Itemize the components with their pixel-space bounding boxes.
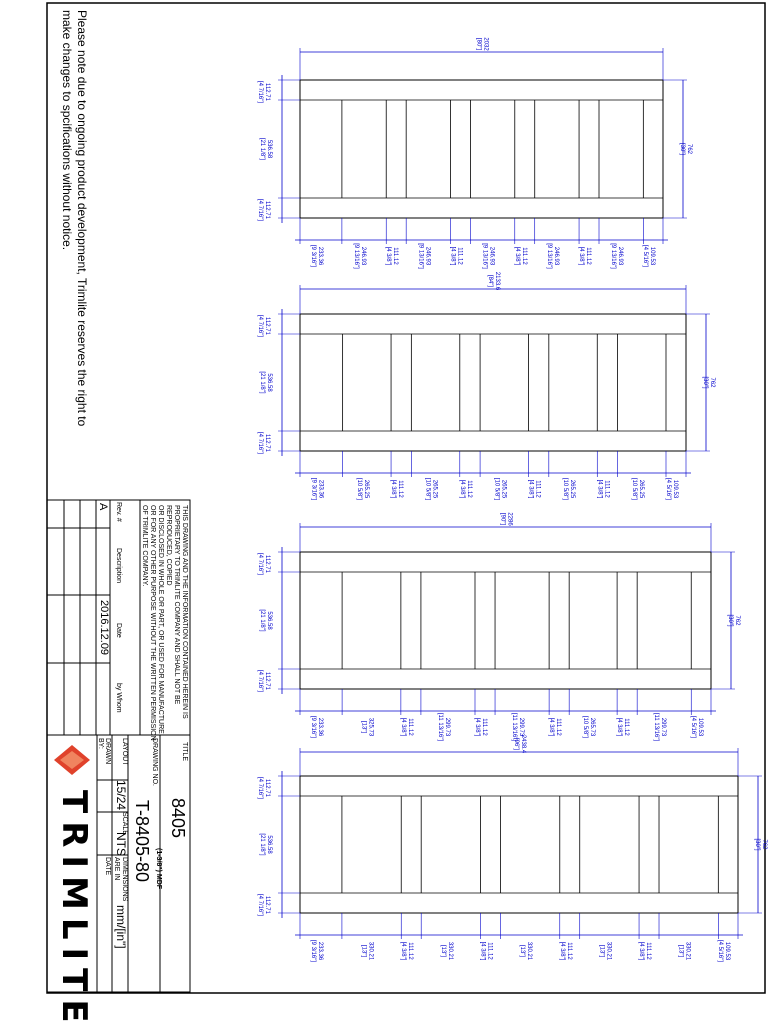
segment-label: 111.12[4 3/8"]	[474, 717, 488, 737]
height-dimension-label: 2133.6[84"]	[487, 271, 500, 291]
segment-label: 111.12[4 3/8"]	[479, 941, 493, 961]
segment-label: 299.73[11 13/16"]	[511, 712, 525, 742]
segment-label: 330.21[13"]	[677, 941, 691, 961]
notice-line: PROPRIETARY TO TRIMLITE COMPANY AND SHALL NOT BE	[173, 505, 180, 705]
bottom-rail-label: 112.71[4 7/16"]	[257, 198, 270, 222]
segment-label: 111.12[4 3/8"]	[449, 246, 463, 266]
height-dimension-label: 2438.4[96"]	[513, 734, 526, 754]
segment-label: 265.25[10 5/8"]	[424, 477, 438, 501]
material-label: (1-3/8") MDF	[155, 848, 162, 890]
segment-label: 233.36[9 3/16"]	[310, 477, 324, 501]
segment-label: 109.53[4 5/16"]	[642, 244, 656, 268]
segment-label: 246.93[9 13/16"]	[417, 243, 431, 269]
brand-name: TRIMLITE	[54, 790, 94, 1031]
width-dimension-label: 762[30"]	[702, 376, 715, 389]
segment-label: 325.73[13"]	[360, 717, 374, 737]
height-dimension-label: 2032[80"]	[475, 37, 489, 51]
segment-label: 111.12[4 3/8"]	[399, 717, 413, 737]
segment-label: 330.21[13"]	[439, 941, 453, 961]
height-dimension-label: 2286[90"]	[499, 512, 513, 526]
segment-label: 109.53[4 5/16"]	[664, 477, 678, 501]
description-header: Description	[115, 548, 122, 584]
segment-label: 111.12[4 3/8"]	[385, 246, 399, 266]
scale-label: SCALE	[121, 812, 128, 835]
panel-label: 536.58[21 1/8"]	[259, 609, 272, 632]
drawing-no-label: DRAWING NO.	[151, 738, 158, 786]
segment-label: 111.12[4 3/8"]	[548, 717, 562, 737]
segment-label: 265.25[10 5/8"]	[493, 477, 507, 501]
panel-label: 536.58[21 1/8"]	[259, 833, 272, 856]
segment-label: 109.53[4 5/16"]	[690, 715, 704, 739]
segment-label: 265.25[10 5/8"]	[355, 477, 369, 501]
width-dimension-label: 762[30"]	[679, 142, 692, 156]
segment-label: 111.12[4 3/8"]	[616, 717, 630, 737]
layout-label: LAYOUT	[121, 738, 128, 766]
bottom-rail-label: 112.71[4 7/16"]	[257, 893, 270, 917]
width-dimension-label: 762[30"]	[727, 614, 740, 627]
notice-line: THIS DRAWING AND THE INFORMATION CONTAINED HEREIN IS	[181, 505, 188, 719]
by-whom-header: by Whom	[115, 683, 122, 713]
segment-label: 265.25[10 5/8"]	[562, 477, 576, 501]
segment-label: 111.12[4 3/8"]	[638, 941, 652, 961]
date-label: DATE	[104, 857, 111, 876]
segment-label: 265.73[10 5/8"]	[582, 715, 596, 739]
notice-line: REPRODUCED, COPIED	[165, 505, 172, 586]
segment-label: 111.12[4 3/8"]	[596, 479, 610, 499]
top-rail-label: 112.71[4 7/16"]	[257, 80, 270, 104]
segment-label: 233.36[9 3/16"]	[309, 939, 323, 963]
title-label: TITLE	[181, 742, 188, 762]
segment-label: 265.25[10 5/8"]	[630, 477, 644, 501]
scale-value: NTS	[114, 832, 128, 856]
segment-label: 111.12[4 3/8"]	[458, 479, 472, 499]
segment-label: 246.93[9 13/16"]	[545, 243, 559, 269]
notice-line: OR FOR ANY OTHER PURPOSE WITHOUT THE WRITTEN PERMISSION	[149, 505, 156, 741]
bottom-rail-label: 112.71[4 7/16"]	[257, 669, 270, 693]
segment-label: 111.12[4 3/8"]	[390, 479, 404, 499]
segment-label: 246.93[9 13/16"]	[610, 243, 624, 269]
segment-label: 233.36[9 3/16"]	[310, 715, 324, 739]
segment-label: 111.12[4 3/8"]	[558, 941, 572, 961]
segment-label: 111.12[4 3/8"]	[578, 246, 592, 266]
top-rail-label: 112.71[4 7/16"]	[257, 776, 270, 800]
segment-label: 330.21[13"]	[598, 941, 612, 961]
segment-label: 111.12[4 3/8"]	[400, 941, 414, 961]
segment-label: 233.36[9 3/16"]	[309, 244, 323, 268]
drawn-by-label: DRAWN BY:	[97, 738, 111, 765]
bottom-rail-label: 112.71[4 7/16"]	[257, 431, 270, 455]
panel-label: 536.58[21 1/8"]	[259, 137, 272, 161]
segment-label: 109.53[4 5/16"]	[717, 939, 731, 963]
title-value: 8405	[168, 798, 188, 839]
notice-line: OF TRIMLITE COMPANY.	[141, 505, 148, 587]
rev-header: Rev. #	[115, 502, 122, 522]
segment-label: 246.93[9 13/16"]	[481, 243, 495, 269]
top-rail-label: 112.71[4 7/16"]	[257, 552, 270, 576]
width-dimension-label: 762[30"]	[754, 838, 767, 851]
dimensions-value: mm/[in"]	[114, 905, 128, 949]
panel-label: 536.58[21 1/8"]	[259, 371, 272, 394]
segment-label: 111.12[4 3/8"]	[527, 479, 541, 499]
segment-label: 330.21[13"]	[360, 941, 374, 961]
drawing-no-value: T-8405-80	[132, 800, 152, 883]
segment-label: 111.12[4 3/8"]	[513, 246, 527, 266]
segment-label: 299.73[11 13/16"]	[436, 712, 450, 742]
dimensions-label: DIMENSIONS	[121, 857, 128, 902]
rev-date: 2016.12.09	[98, 600, 110, 656]
segment-label: 299.73[11 13/16"]	[653, 712, 667, 742]
notice-line: OR DISCLOSED IN WHOLE OR PART, OR USED FOR MANUFACTURE	[157, 505, 164, 734]
disclaimer-note: Please note due to ongoing product development, Trimlite reserves the right to make changes to spcifications without notice.	[60, 10, 89, 427]
rev-value: A	[97, 503, 109, 511]
segment-label: 246.93[9 13/16"]	[353, 243, 367, 269]
layout-value: 15/24	[114, 780, 128, 811]
date-header: Date	[115, 623, 122, 638]
are-in-label: ARE IN	[113, 857, 120, 881]
top-rail-label: 112.71[4 7/16"]	[257, 314, 270, 338]
segment-label: 330.21[13"]	[519, 941, 533, 961]
